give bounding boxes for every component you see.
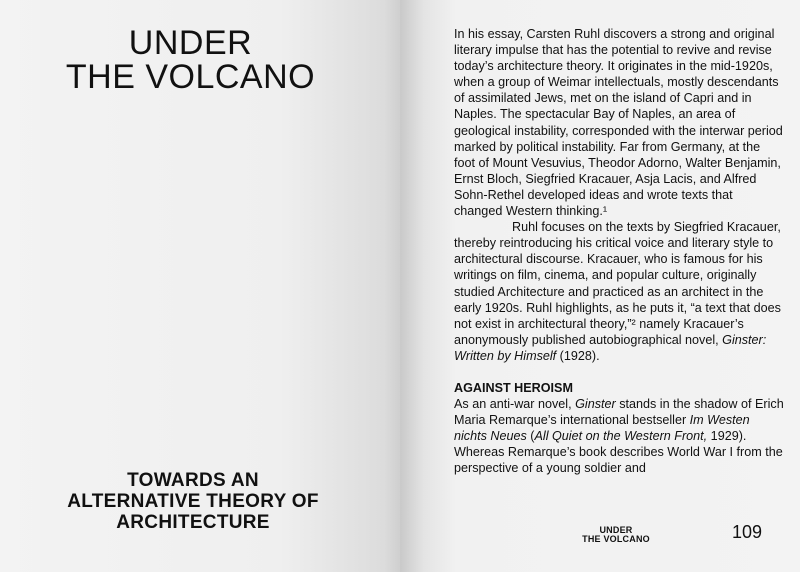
section-heading: AGAINST HEROISM	[454, 380, 573, 395]
subtitle-line-3: ARCHITECTURE	[116, 512, 270, 533]
title-line-1: UNDER	[128, 24, 253, 62]
book-title-ginster: Ginster: Written by Himself	[454, 332, 767, 363]
italic-ginster: Ginster	[575, 397, 616, 412]
body-text	[454, 26, 784, 477]
footer-line-2: THE VOLCANO	[582, 534, 650, 544]
page-number: 109	[732, 522, 763, 542]
paragraph-3-text-c: (	[526, 429, 535, 444]
paragraph-2	[454, 219, 784, 364]
paragraph-1: In his essay, Carsten Ruhl discovers a strong and original literary impulse that has the potential to revive and revise today’s architecture theory. It originates in the mid-1920s, when a group of Weimar intellectuals, mostly descendants of assimilated Jews, met on the island of Capri and in Naples. The spectacular Bay of Naples, an area of geological instability, corresponded with the interwar period marked by political instability. Far from Germany, at the foot of Mount Vesuvius, Theodor Adorno, Walter Benjamin, Ernst Bloch, Siegfried Kracauer, Asja Lacis, and Alfred Sohn-Rethel developed ideas and wrote texts that changed Western thinking.¹	[454, 27, 783, 219]
footer-line-1: UNDER	[599, 525, 633, 535]
paragraph-3-text-a: As an anti-war novel,	[454, 397, 576, 412]
paragraph-3-text-b: stands in the shadow of Erich Maria Remarque’s international bestseller	[454, 397, 784, 428]
paragraph-3-text-d: 1929). Whereas Remarque’s book describes World War I from the perspective of a young soldier and	[454, 429, 783, 476]
chapter-subtitle	[30, 470, 356, 533]
paragraph-3	[454, 396, 784, 476]
italic-all-quiet: All Quiet on the Western Front,	[534, 429, 708, 444]
paragraph-2-text-b: (1928).	[556, 348, 600, 363]
subtitle-line-2: ALTERNATIVE THEORY OF	[67, 491, 319, 512]
italic-im-westen: Im Westen nichts Neues	[454, 413, 750, 444]
page-title	[18, 26, 363, 94]
title-line-2: THE VOLCANO	[65, 58, 316, 96]
subtitle-line-1: TOWARDS AN	[127, 470, 259, 491]
paragraph-2-text-a: Ruhl focuses on the texts by Siegfried Kracauer, thereby reintroducing his critical voice and literary style to architectural discourse. Kracauer, who is famous for his writings on film, cinema, and popular culture, originally studied Architecture and practiced as an architect in the early 1920s. Ruhl highlights, as he puts it, “a text that does not exist in architectural theory,”² namely Kracauer’s anonymously published autobiographical novel,	[454, 220, 781, 347]
running-footer-title	[580, 526, 652, 544]
